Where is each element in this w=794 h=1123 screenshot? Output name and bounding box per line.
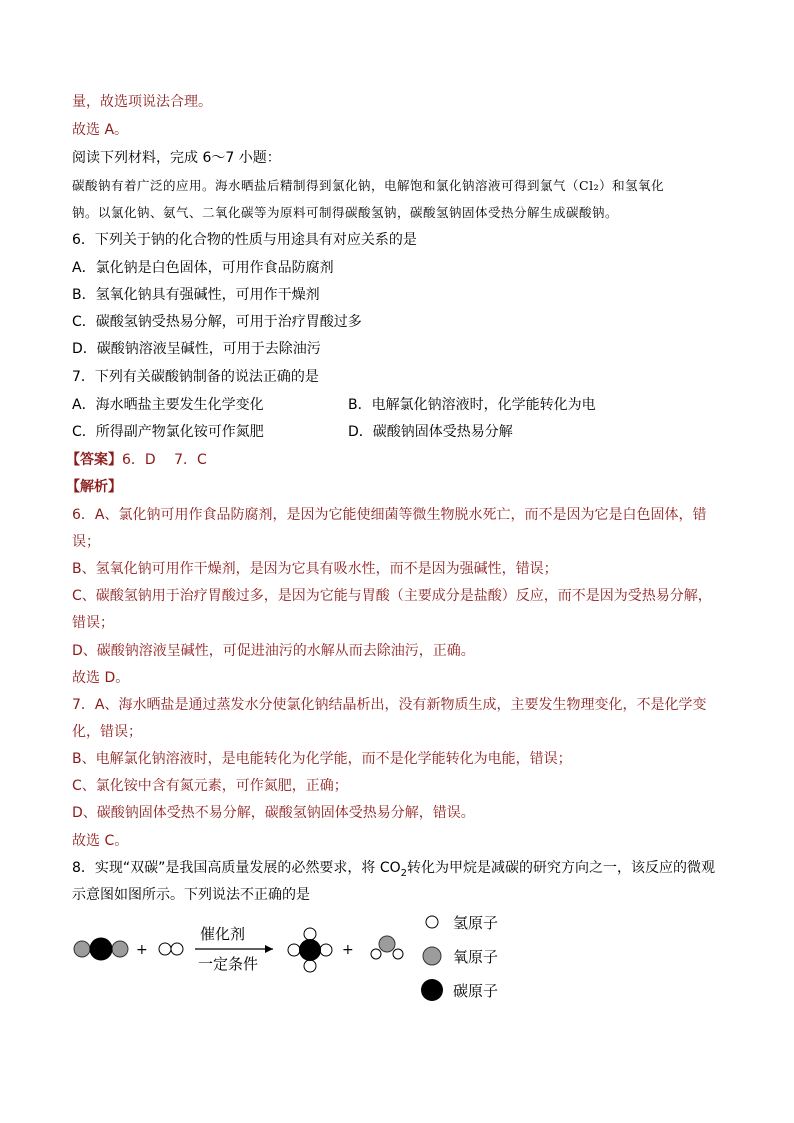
subscript: 2 (400, 867, 408, 879)
material-line: 钠。以氯化钠、氨气、二氧化碳等为原料可制得碳酸氢钠，碳酸氢钠固体受热分解生成碳酸钠。 (72, 205, 619, 220)
condition-label: 一定条件 (198, 955, 259, 973)
answer-tag: 【答案】 (66, 452, 122, 468)
oxygen-legend-swatch (423, 947, 441, 965)
explain-line: D、碳酸钠固体受热不易分解，碳酸氢钠固体受热易分解，错误。 (72, 805, 475, 821)
explain-line: 错误； (72, 615, 114, 631)
question-7: 7．下列有关碳酸钠制备的说法正确的是 (72, 369, 319, 385)
plus-sign: + (342, 942, 354, 958)
explain-line: 7．A、海水晒盐是通过蒸发水分使氯化钠结晶析出，没有新物质生成，主要发生物理变化，不是化学变 (72, 697, 707, 713)
material-line: 碳酸钠有着广泛的应用。海水晒盐后精制得到氯化钠，电解饱和氯化钠溶液可得到氯气（Cl₂）和氢氧化 (72, 178, 665, 193)
oxygen-legend-label: 氧原子 (453, 948, 499, 966)
option-6a: A．氯化钠是白色固体，可用作食品防腐剂 (72, 260, 334, 276)
co2-molecule (74, 938, 128, 960)
question-6: 6．下列关于钠的化合物的性质与用途具有对应关系的是 (72, 232, 417, 248)
carbon-legend-label: 碳原子 (453, 982, 499, 1000)
plus-sign: + (136, 942, 148, 958)
text-line: 量，故选项说法合理。 (72, 94, 212, 110)
option-6d: D．碳酸钠溶液呈碱性，可用于去除油污 (72, 341, 321, 357)
option-7c: C．所得副产物氯化铵可作氮肥 (72, 424, 264, 440)
question-8 (72, 858, 715, 878)
reaction-diagram (70, 912, 530, 1012)
explain-line: 误； (72, 534, 100, 550)
explain-line: C、碳酸氢钠用于治疗胃酸过多，是因为它能与胃酸（主要成分是盐酸）反应，而不是因为受热易分解， (72, 588, 712, 604)
analysis-tag: 【解析】 (66, 479, 122, 495)
h2o-molecule (371, 936, 403, 959)
explain-line: 化，错误； (72, 724, 142, 740)
catalyst-label: 催化剂 (200, 925, 246, 943)
option-7b: B．电解氯化钠溶液时，化学能转化为电 (348, 397, 596, 413)
h2-molecule (159, 943, 183, 955)
option-6c: C．碳酸氢钠受热易分解，可用于治疗胃酸过多 (72, 314, 362, 330)
text-line: 阅读下列材料，完成 6～7 小题： (72, 150, 281, 166)
ch4-molecule (288, 928, 332, 972)
answer-line (66, 450, 207, 470)
question-8-part: 8．实现“双碳”是我国高质量发展的必然要求，将 CO (72, 860, 401, 876)
question-8-part: 转化为甲烷是减碳的研究方向之一，该反应的微观 (407, 860, 716, 876)
explain-line: B、氢氧化钠可用作干燥剂，是因为它具有吸水性，而不是因为强碱性，错误； (72, 561, 558, 577)
carbon-legend-swatch (421, 979, 443, 1001)
explain-line: C、氯化铵中含有氮元素，可作氮肥，正确； (72, 778, 348, 794)
legend (421, 914, 498, 1001)
explain-line: 故选 D。 (72, 670, 130, 686)
text-line: 故选 A。 (72, 122, 129, 138)
option-7a: A．海水晒盐主要发生化学变化 (72, 397, 264, 413)
explain-line: B、电解氯化钠溶液时，是电能转化为化学能，而不是化学能转化为电能，错误； (72, 751, 572, 767)
option-7d: D．碳酸钠固体受热易分解 (348, 424, 513, 440)
explain-line: 故选 C。 (72, 833, 129, 849)
explain-line: 6．A、氯化钠可用作食品防腐剂，是因为它能使细菌等微生物脱水死亡，而不是因为它是白色固体，错 (72, 507, 707, 523)
answer-values: 6．D 7．C (122, 452, 207, 468)
explain-line: D、碳酸钠溶液呈碱性，可促进油污的水解从而去除油污，正确。 (72, 643, 475, 659)
option-6b: B．氢氧化钠具有强碱性，可用作干燥剂 (72, 287, 320, 303)
arrow-head (265, 945, 273, 953)
question-8-cont: 示意图如图所示。下列说法不正确的是 (72, 887, 310, 903)
hydrogen-legend-swatch (426, 916, 438, 928)
hydrogen-legend-label: 氢原子 (453, 914, 499, 932)
